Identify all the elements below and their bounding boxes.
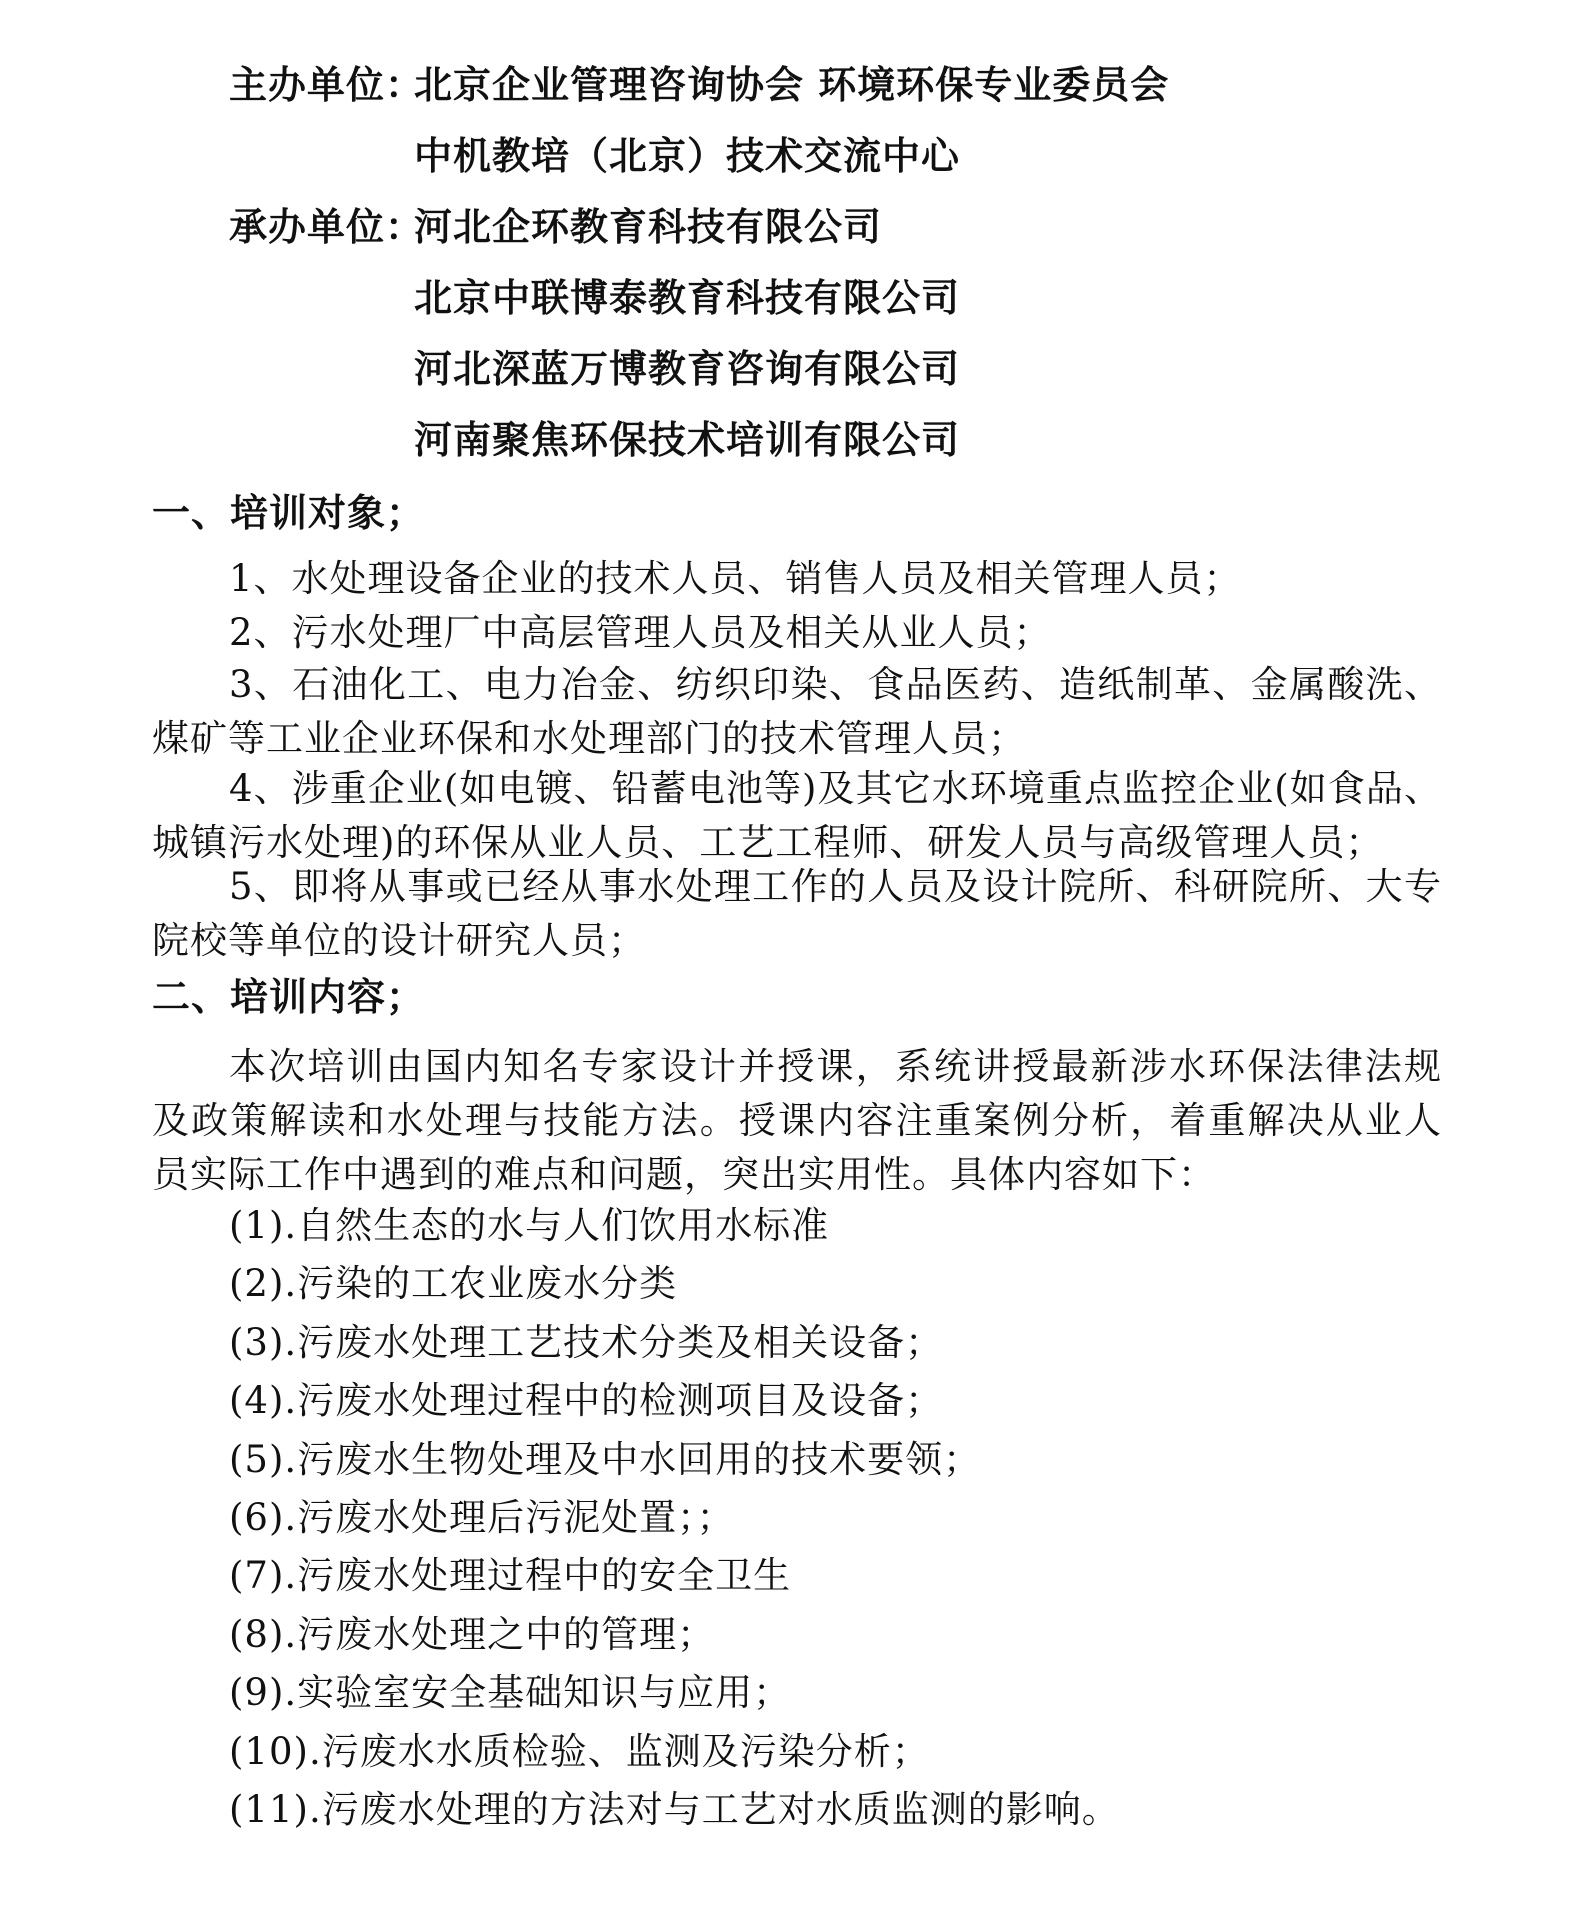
section-heading-training-targets: 一、培训对象； [152,491,426,535]
topic-1: (1).自然生态的水与人们饮用水标准 [229,1204,830,1247]
content-intro: 本次培训由国内知名专家设计并授课，系统讲授最新涉水环保法律法规及政策解读和水处理与技能方法。授课内容注重案例分析，着重解决从业人员实际工作中遇到的难点和问题，突出实用性。具体内容如下： [152,1045,1442,1196]
topic-5: (5).污废水生物处理及中水回用的技术要领； [229,1438,982,1481]
topic-9: (9).实验室安全基础知识与应用； [229,1671,792,1714]
topic-11: (11).污废水处理的方法对与工艺对水质监测的影响。 [229,1788,1120,1831]
topic-7: (7).污废水处理过程中的安全卫生 [229,1554,792,1597]
undertaker-org-2: 北京中联博泰教育科技有限公司 [414,276,961,320]
host-org-1: 北京企业管理咨询协会 环境环保专业委员会 [414,63,1170,107]
undertaker-org-1: 河北企环教育科技有限公司 [414,205,883,249]
topic-4: (4).污废水处理过程中的检测项目及设备； [229,1379,944,1422]
section-heading-training-content: 二、培训内容； [152,975,426,1019]
undertaker-org-4: 河南聚焦环保技术培训有限公司 [414,418,961,462]
target-item-5: 5、即将从事或已经从事水处理工作的人员及设计院所、科研院所、大专院校等单位的设计研究人员； [152,865,1442,962]
undertaker-label: 承办单位： [229,205,425,249]
target-item-3: 3、石油化工、电力冶金、纺织印染、食品医药、造纸制革、金属酸洗、煤矿等工业企业环保和水处理部门的技术管理人员； [152,663,1442,760]
undertaker-org-3: 河北深蓝万博教育咨询有限公司 [414,347,961,391]
target-item-2: 2、污水处理厂中高层管理人员及相关从业人员； [229,611,1052,654]
host-org-2: 中机教培（北京）技术交流中心 [414,134,961,178]
topic-8: (8).污废水处理之中的管理； [229,1613,716,1656]
host-label: 主办单位： [229,63,425,107]
topic-2: (2).污染的工农业废水分类 [229,1262,678,1305]
topic-6: (6).污废水处理后污泥处置；； [229,1496,735,1539]
target-item-1: 1、水处理设备企业的技术人员、销售人员及相关管理人员； [229,557,1242,600]
topic-10: (10).污废水水质检验、监测及污染分析； [229,1730,930,1773]
target-item-4: 4、涉重企业(如电镀、铅蓄电池等)及其它水环境重点监控企业(如食品、城镇污水处理)的环保从业人员、工艺工程师、研发人员与高级管理人员； [152,767,1442,864]
topic-3: (3).污废水处理工艺技术分类及相关设备； [229,1321,944,1364]
